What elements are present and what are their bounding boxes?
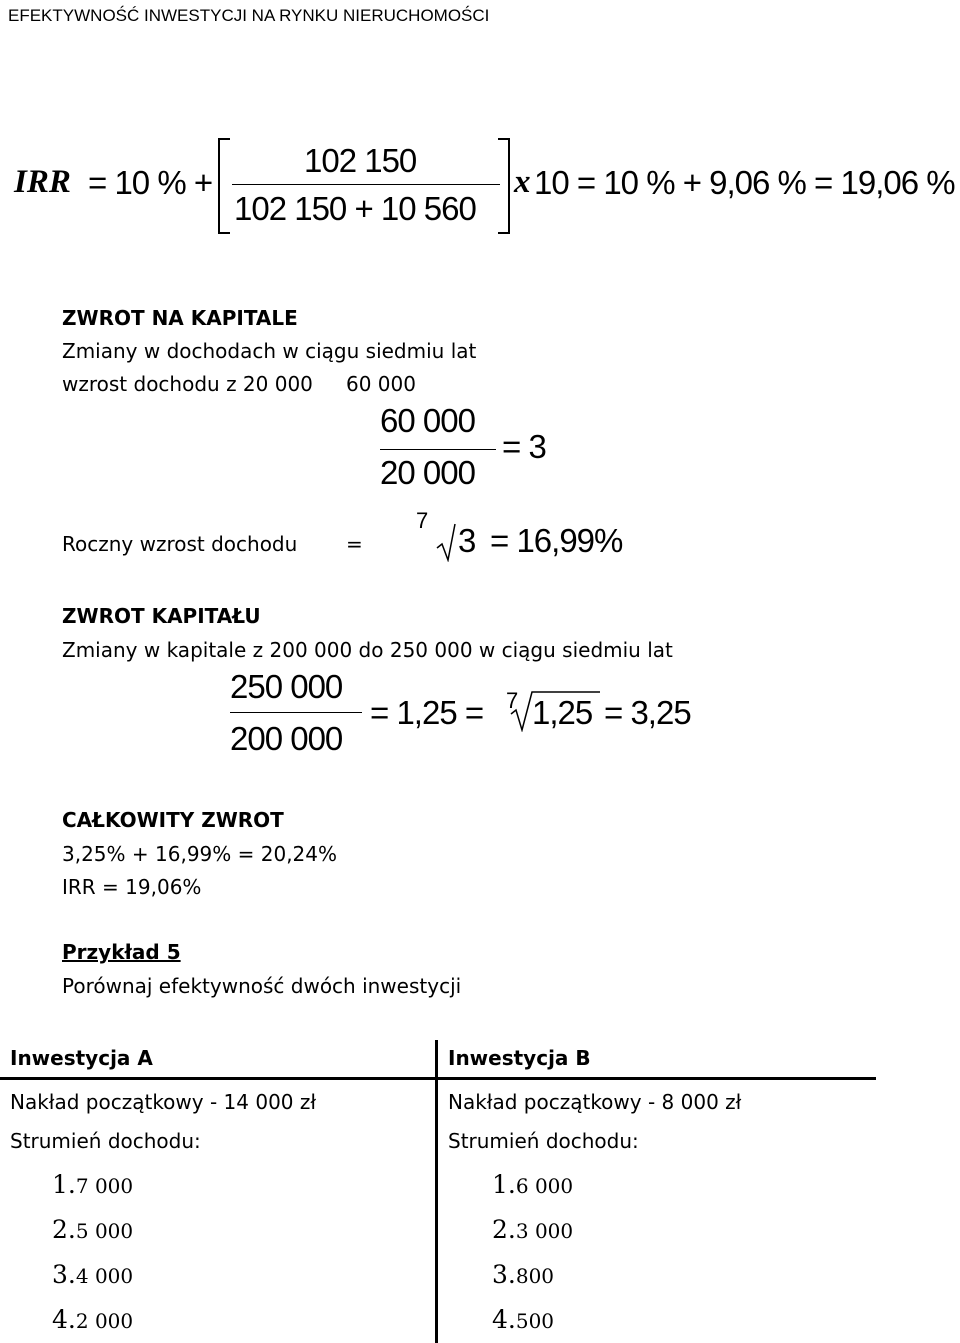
- calkowity-line2: IRR = 19,06%: [62, 875, 202, 899]
- list-item: 4.2 000: [52, 1305, 134, 1334]
- przyklad-heading: Przykład 5: [62, 940, 181, 964]
- irr-rest: 10 = 10 % + 9,06 % = 19,06 %: [534, 164, 955, 201]
- list-item: 3.800: [492, 1260, 555, 1289]
- root2-index: 7: [506, 688, 519, 713]
- root1-index: 7: [416, 508, 429, 533]
- roczny-label: Roczny wzrost dochodu: [62, 532, 298, 556]
- frac1-bar: [380, 449, 496, 450]
- frac2-eq2: = 3,25: [604, 694, 691, 731]
- roczny-eq: =: [346, 532, 363, 556]
- frac1-result: = 3: [502, 428, 546, 465]
- table-header-rule: [0, 1077, 876, 1080]
- frac2-bar: [230, 712, 362, 713]
- zwrot-kapitalu-heading: ZWROT KAPITAŁU: [62, 604, 261, 628]
- calkowity-heading: CAŁKOWITY ZWROT: [62, 808, 284, 832]
- list-item: 1.7 000: [52, 1170, 134, 1199]
- zwrot-line2a: wzrost dochodu z 20 000: [62, 372, 313, 396]
- frac2-numerator: 250 000: [230, 668, 343, 705]
- table-column-divider: [435, 1040, 438, 1343]
- left-bracket: [218, 138, 220, 234]
- irr-lhs: IRR: [14, 164, 71, 200]
- irr-denominator: 102 150 + 10 560: [234, 190, 476, 227]
- left-bracket-bottom: [218, 232, 230, 234]
- root1-radicand: 3: [458, 522, 476, 559]
- right-bracket-top: [498, 138, 510, 140]
- list-item: 2.3 000: [492, 1215, 574, 1244]
- root2-radicand: 1,25: [532, 694, 593, 731]
- col-a-header: Inwestycja A: [10, 1046, 153, 1070]
- list-item: 3.4 000: [52, 1260, 134, 1289]
- col-b-strumien: Strumień dochodu:: [448, 1129, 639, 1153]
- zwrot-line1: Zmiany w dochodach w ciągu siedmiu lat: [62, 339, 477, 363]
- col-a-naklad: Nakład początkowy - 14 000 zł: [10, 1090, 317, 1114]
- page-title: EFEKTYWNOŚĆ INWESTYCJI NA RYNKU NIERUCHOMOŚCI: [8, 6, 490, 25]
- zwrot-line2b: 60 000: [346, 372, 416, 396]
- irr-numerator: 102 150: [304, 142, 417, 179]
- col-a-strumien: Strumień dochodu:: [10, 1129, 201, 1153]
- przyklad-line1: Porównaj efektywność dwóch inwestycji: [62, 974, 462, 998]
- zwrot-na-kapitale-heading: ZWROT NA KAPITALE: [62, 306, 298, 330]
- right-bracket: [508, 138, 510, 234]
- list-item: 1.6 000: [492, 1170, 574, 1199]
- col-b-naklad: Nakład początkowy - 8 000 zł: [448, 1090, 742, 1114]
- list-item: 2.5 000: [52, 1215, 134, 1244]
- irr-x: x: [514, 164, 531, 200]
- root1-result: = 16,99%: [490, 522, 623, 559]
- frac2-eq1: = 1,25 =: [370, 694, 484, 731]
- col-b-header: Inwestycja B: [448, 1046, 591, 1070]
- left-bracket-top: [218, 138, 230, 140]
- calkowity-line1: 3,25% + 16,99% = 20,24%: [62, 842, 337, 866]
- irr-part1: = 10 % +: [88, 164, 213, 201]
- right-bracket-bottom: [498, 232, 510, 234]
- root1-sign-icon: [436, 522, 456, 562]
- zwrot-kapitalu-line1: Zmiany w kapitale z 200 000 do 250 000 w ciągu siedmiu lat: [62, 638, 673, 662]
- fraction-bar: [232, 184, 500, 185]
- list-item: 4.500: [492, 1305, 555, 1334]
- frac2-denominator: 200 000: [230, 720, 343, 757]
- frac1-denominator: 20 000: [380, 454, 475, 491]
- frac1-numerator: 60 000: [380, 402, 475, 439]
